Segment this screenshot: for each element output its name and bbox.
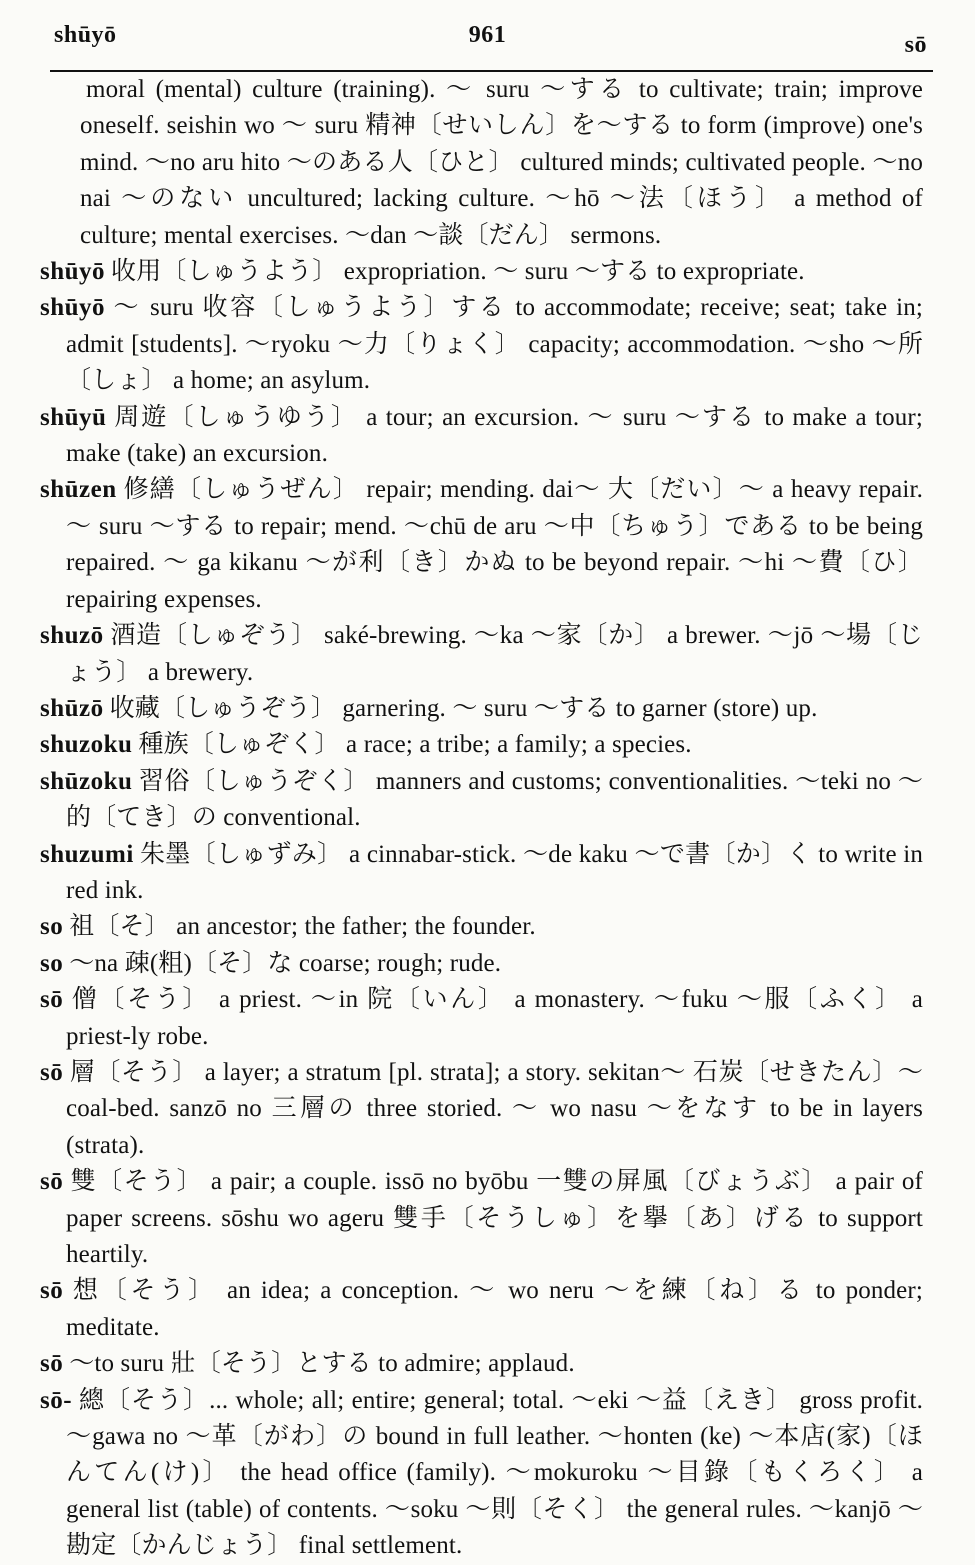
dictionary-entry (40, 691, 923, 727)
entry-text: ～ suru 收容〔しゅうよう〕する to accommodate; receive; seat; take in; admit [students]. ～ryoku ～力〔りょく〕 capacity; accommodation. ～sho ～所〔しょ〕 a home; an asylum. (66, 294, 923, 395)
entry-headword: shūyō (40, 258, 106, 286)
dictionary-entry (40, 837, 923, 910)
entry-text: ～na 疎(粗)〔そ〕な coarse; rough; rude. (69, 949, 502, 977)
entry-headword: sō (40, 986, 64, 1014)
dictionary-entry (40, 1055, 923, 1164)
dictionary-entry (40, 1164, 923, 1273)
dictionary-entry (40, 946, 923, 982)
entry-headword: so (40, 913, 64, 941)
entry-text: 想〔そう〕 an idea; a conception. ～ wo neru ～を練〔ね〕る to ponder; meditate. (66, 1277, 923, 1341)
entry-headword: sō (40, 1350, 64, 1378)
dictionary-entry (40, 618, 923, 691)
entry-headword: shūyū (40, 403, 107, 431)
entry-headword: so (40, 949, 64, 977)
dictionary-entry (40, 472, 923, 618)
entry-headword: shuzō (40, 622, 104, 650)
right-guide-word: sō (904, 32, 927, 58)
entry-headword: sō (40, 1168, 64, 1196)
dictionary-entry (40, 290, 923, 399)
entry-headword: shūzoku (40, 767, 133, 795)
entry-headword: sō (40, 1058, 64, 1086)
entry-text: moral (mental) culture (training). ～ suru ～する to cultivate; train; improve oneself. seishin wo ～ suru 精神〔せいしん〕を～する to form (improve) one's mind. ～no aru hito ～のある人〔ひと〕 cultured minds; cultivated people. ～no nai ～のない uncultured; lacking culture. ～hō ～法〔ほう〕 a method of culture; mental exercises. ～dan ～談〔だん〕 sermons. (80, 76, 923, 249)
entry-headword: sō- (40, 1386, 73, 1414)
entry-headword: shuzoku (40, 731, 133, 759)
entry-text: 周遊〔しゅうゆう〕 a tour; an excursion. ～ suru ～する to make a tour; make (take) an excursion. (66, 403, 923, 468)
entry-headword: shūzō (40, 694, 104, 722)
entry-text: 層〔そう〕 a layer; a stratum [pl. strata]; a story. sekitan～ 石炭〔せきたん〕～ coal-bed. sanzō no 三層の three storied. ～ wo nasu ～をなす to be in layers (strata). (66, 1058, 923, 1159)
entry-text: 習俗〔しゅうぞく〕 manners and customs; conventionalities. ～teki no ～的〔てき〕の conventional. (66, 767, 923, 832)
entry-text: 收藏〔しゅうぞう〕 garnering. ～ suru ～する to garner (store) up. (109, 694, 818, 722)
dictionary-entry (40, 254, 923, 290)
dictionary-entries (40, 72, 923, 1565)
dictionary-entry (40, 982, 923, 1055)
entry-headword: sō (40, 1277, 64, 1305)
dictionary-entry (40, 1346, 923, 1382)
entry-text: 總〔そう〕... whole; all; entire; general; total. ～eki ～益〔えき〕 gross profit. ～gawa no ～革〔がわ〕の bound in full leather. ～honten (ke) ～本店(家)〔ほんてん(け)〕 the head office (family). ～mokuroku ～目錄〔もくろく〕 a general list (table) of contents. ～soku ～則〔そく〕 the general rules. ～kanjō ～勘定〔かんじょう〕 final settlement. (66, 1386, 923, 1560)
dictionary-entry (40, 1383, 923, 1565)
dictionary-entry (40, 909, 923, 945)
dictionary-entry (40, 1273, 923, 1346)
entry-text: 酒造〔しゅぞう〕 saké-brewing. ～ka ～家〔か〕 a brewer. ～jō ～場〔じょう〕 a brewery. (66, 622, 923, 686)
entry-text: 雙〔そう〕 a pair; a couple. issō no byōbu 一雙の屏風〔びょうぶ〕 a pair of paper screens. sōshu wo ageru 雙手〔そうしゅ〕を擧〔あ〕げる to support heartily. (66, 1168, 923, 1268)
entry-text: 種族〔しゅぞく〕 a race; a tribe; a family; a species. (138, 731, 692, 759)
entry-text: 僧〔そう〕 a priest. ～in 院〔いん〕 a monastery. ～fuku ～服〔ふく〕 a priest-ly robe. (66, 986, 923, 1050)
entry-text: 修繕〔しゅうぜん〕 repair; mending. dai～ 大〔だい〕～ a heavy repair. ～ suru ～する to repair; mend. ～chū de aru ～中〔ちゅう〕である to be being repaired. ～ ga kikanu ～が利〔き〕かぬ to be beyond repair. ～hi ～費〔ひ〕 repairing expenses. (66, 476, 923, 613)
entry-headword: shuzumi (40, 840, 134, 868)
left-guide-word: shūyō (54, 22, 117, 48)
dictionary-entry (40, 400, 923, 473)
entry-text: 祖〔そ〕 an ancestor; the father; the founder. (69, 913, 536, 941)
entry-headword: shūyō (40, 294, 106, 322)
dictionary-entry (40, 727, 923, 763)
entry-headword: shūzen (40, 476, 117, 504)
page-number: 961 (468, 22, 507, 48)
entry-text: 朱墨〔しゅずみ〕 a cinnabar-stick. ～de kaku ～で書〔か〕く to write in red ink. (66, 840, 923, 904)
entry-text: ～to suru 壯〔そう〕とする to admire; applaud. (69, 1350, 575, 1378)
dictionary-entry (40, 764, 923, 837)
dictionary-entry (40, 72, 923, 254)
entry-text: 收用〔しゅうよう〕 expropriation. ～ suru ～する to expropriate. (111, 258, 805, 286)
